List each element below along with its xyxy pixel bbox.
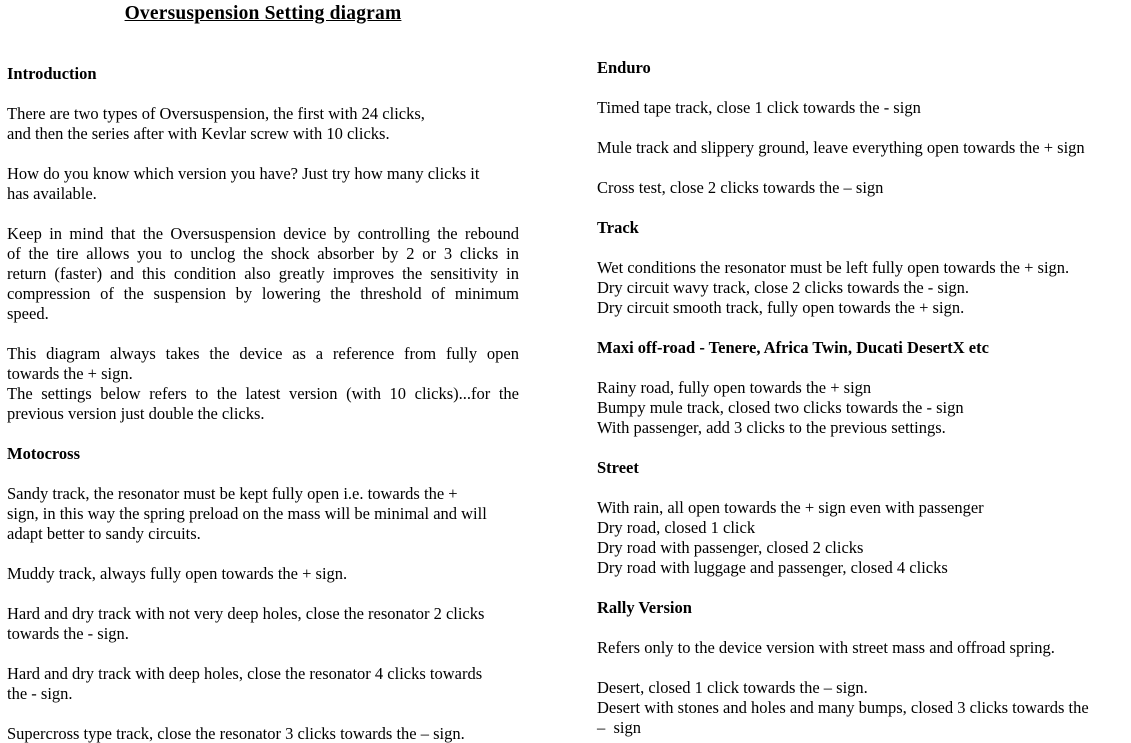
paragraph xyxy=(597,98,1121,118)
text-line: Rainy road, fully open towards the + sign xyxy=(597,378,872,397)
right-column xyxy=(597,0,1121,738)
text-line: sign, in this way the spring preload on the mass will be minimal and will xyxy=(7,504,487,523)
paragraph xyxy=(7,564,519,584)
text-line: Wet conditions the resonator must be left fully open towards the + sign. xyxy=(597,258,1070,277)
text-line: Dry road, closed 1 click xyxy=(597,518,756,537)
paragraph xyxy=(597,138,1121,158)
section-heading xyxy=(597,338,1121,358)
text-line: How do you know which version you have? Just try how many clicks it xyxy=(7,164,480,183)
text-line: Refers only to the device version with street mass and offroad spring. xyxy=(597,638,1055,657)
section-heading xyxy=(7,64,519,84)
paragraph xyxy=(7,344,519,424)
text-line: Track xyxy=(597,218,639,237)
text-line: Introduction xyxy=(7,64,97,83)
section-heading xyxy=(7,444,519,464)
text-line: previous version just double the clicks. xyxy=(7,404,265,423)
text-line: Dry circuit smooth track, fully open towards the + sign. xyxy=(597,298,965,317)
text-line: Dry circuit wavy track, close 2 clicks towards the - sign. xyxy=(597,278,970,297)
paragraph xyxy=(7,604,519,644)
paragraph xyxy=(597,678,1121,738)
text-line: Muddy track, always fully open towards the + sign. xyxy=(7,564,348,583)
section-heading xyxy=(597,218,1121,238)
text-line: Desert, closed 1 click towards the – sign. xyxy=(597,678,868,697)
paragraph xyxy=(597,258,1121,318)
paragraph xyxy=(597,178,1121,198)
text-line: Desert with stones and holes and many bumps, closed 3 clicks towards the xyxy=(597,698,1089,717)
text-line: Hard and dry track with deep holes, close the resonator 4 clicks towards xyxy=(7,664,483,683)
text-line: Dry road with passenger, closed 2 clicks xyxy=(597,538,864,557)
text-line: Mule track and slippery ground, leave everything open towards the + sign xyxy=(597,138,1085,157)
text-line: Keep in mind that the Oversuspension device by controlling the rebound xyxy=(7,224,519,243)
paragraph xyxy=(597,638,1121,658)
paragraph xyxy=(7,664,519,704)
text-line: Timed tape track, close 1 click towards the - sign xyxy=(597,98,921,117)
text-line: Cross test, close 2 clicks towards the – sign xyxy=(597,178,884,197)
text-line: With passenger, add 3 clicks to the previous settings. xyxy=(597,418,946,437)
left-column xyxy=(7,0,519,743)
text-line: Rally Version xyxy=(597,598,692,617)
paragraph xyxy=(7,484,519,544)
paragraph xyxy=(7,724,519,743)
section-heading xyxy=(597,598,1121,618)
text-line: compression of the suspension by lowering the threshold of minimum xyxy=(7,284,519,303)
text-line: speed. xyxy=(7,304,49,323)
paragraph xyxy=(597,378,1121,438)
text-line: return (faster) and this condition also greatly improves the sensitivity in xyxy=(7,264,519,283)
text-line: towards the + sign. xyxy=(7,364,133,383)
text-line: has available. xyxy=(7,184,97,203)
text-line: Motocross xyxy=(7,444,81,463)
text-line: the - sign. xyxy=(7,684,73,703)
text-line: Supercross type track, close the resonator 3 clicks towards the – sign. xyxy=(7,724,465,743)
section-heading xyxy=(597,458,1121,478)
paragraph xyxy=(7,164,519,204)
text-line: of the tire allows you to unclog the shock absorber by 2 or 3 clicks in xyxy=(7,244,519,263)
text-line: adapt better to sandy circuits. xyxy=(7,524,201,543)
text-line: With rain, all open towards the + sign even with passenger xyxy=(597,498,984,517)
text-line: Bumpy mule track, closed two clicks towards the - sign xyxy=(597,398,964,417)
text-line: This diagram always takes the device as a reference from fully open xyxy=(7,344,519,363)
text-line: Street xyxy=(597,458,639,477)
text-line: towards the - sign. xyxy=(7,624,129,643)
text-line: The settings below refers to the latest version (with 10 clicks)...for the xyxy=(7,384,519,403)
text-line: There are two types of Oversuspension, the first with 24 clicks, xyxy=(7,104,425,123)
text-line: Enduro xyxy=(597,58,651,77)
paragraph xyxy=(597,498,1121,578)
text-line: Sandy track, the resonator must be kept fully open i.e. towards the + xyxy=(7,484,458,503)
text-line: – sign xyxy=(597,718,642,737)
document-title: Oversuspension Setting diagram xyxy=(124,3,402,24)
text-line: and then the series after with Kevlar screw with 10 clicks. xyxy=(7,124,390,143)
text-line: Maxi off-road - Tenere, Africa Twin, Ducati DesertX etc xyxy=(597,338,989,357)
text-line: Dry road with luggage and passenger, closed 4 clicks xyxy=(597,558,948,577)
paragraph xyxy=(7,224,519,324)
text-line: Hard and dry track with not very deep holes, close the resonator 2 clicks xyxy=(7,604,485,623)
paragraph xyxy=(7,104,519,144)
section-heading xyxy=(597,58,1121,78)
